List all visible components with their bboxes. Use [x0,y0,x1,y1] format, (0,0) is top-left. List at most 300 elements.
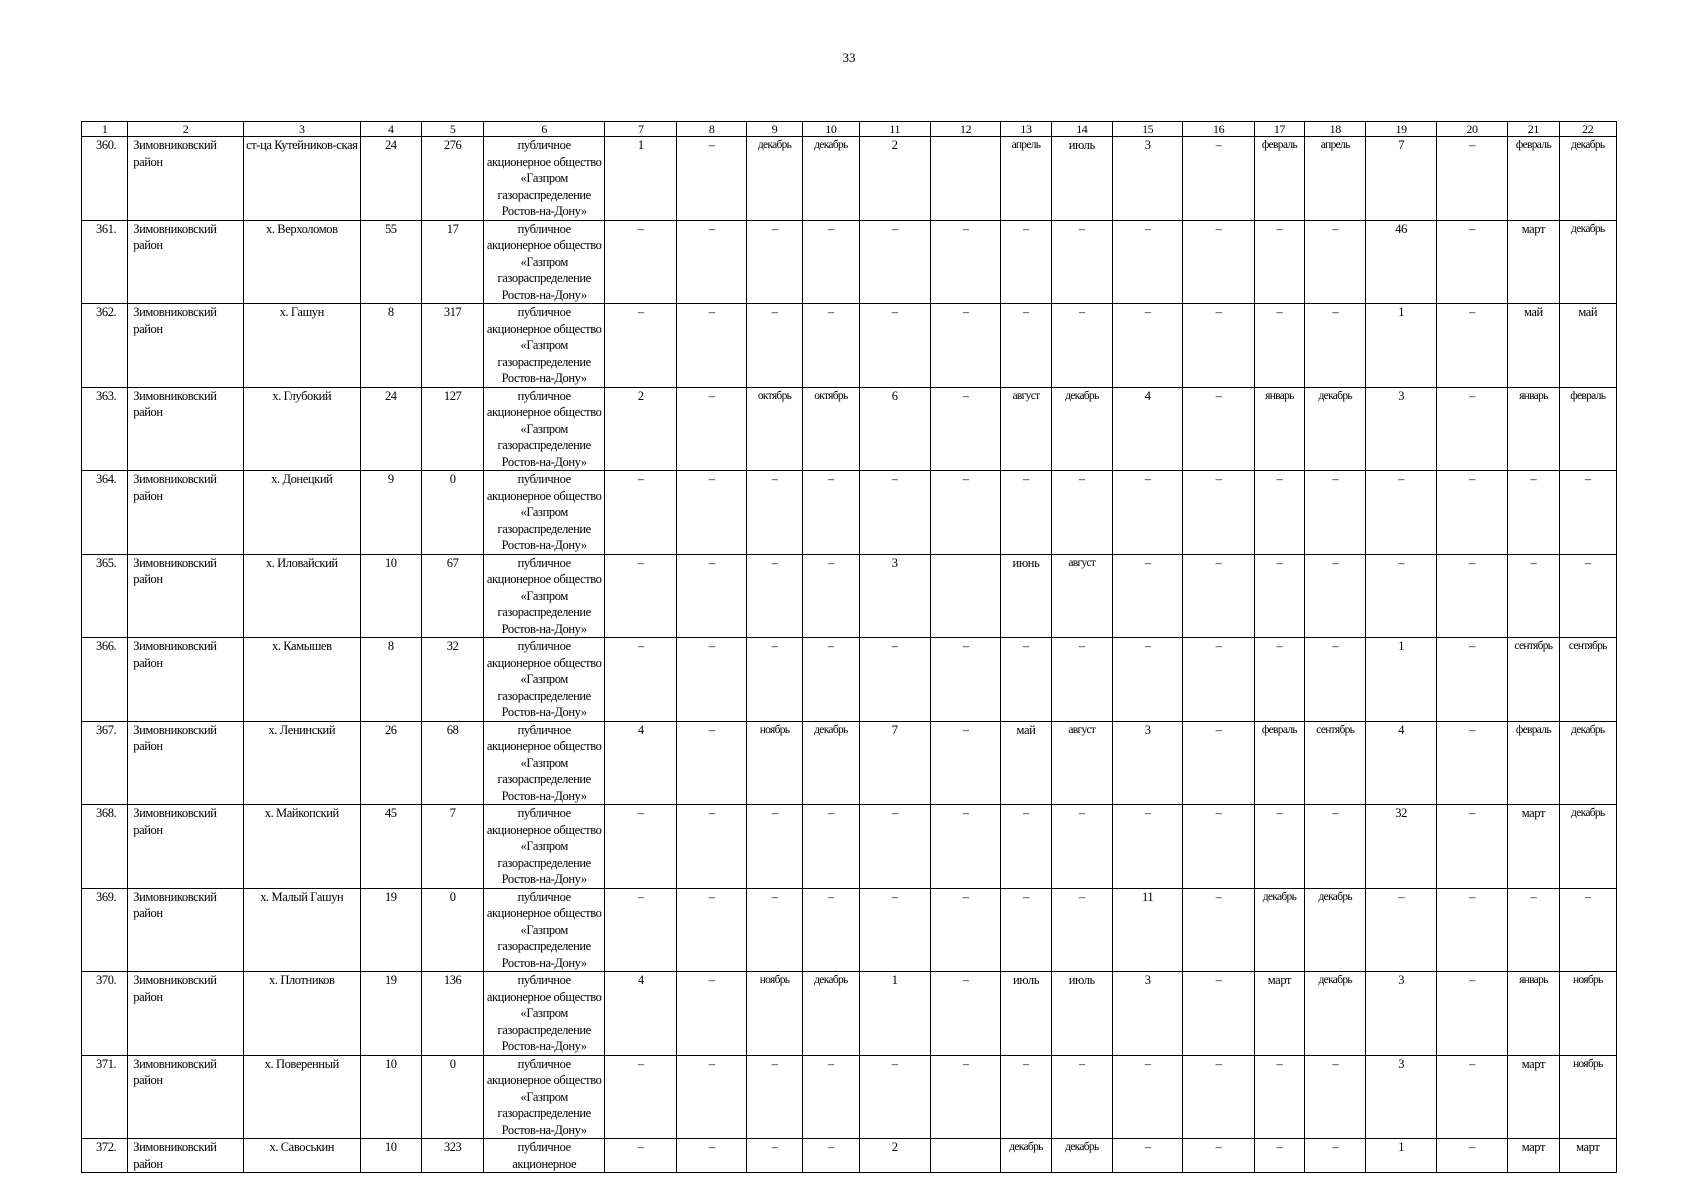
table-cell: – [859,471,930,555]
page-number: 33 [842,50,856,65]
table-cell: февраль [1559,387,1616,471]
table-cell: – [1183,805,1254,889]
table-cell: – [677,471,746,555]
table-cell: 0 [421,888,483,972]
table-cell: 365. [82,554,128,638]
table-cell: 136 [421,972,483,1056]
table-cell: январь [1254,387,1304,471]
table-cell: – [677,220,746,304]
table-cell: 1 [1366,1139,1436,1173]
table-cell: 370. [82,972,128,1056]
table-cell: май [1559,304,1616,388]
table-cell: Зимовниковский район [128,638,244,722]
table-cell: декабрь [803,972,859,1056]
table-cell: – [1183,972,1254,1056]
table-cell: – [605,805,677,889]
table-cell: – [605,304,677,388]
table-cell: август [1001,387,1051,471]
table-cell: 67 [421,554,483,638]
table-cell: – [1366,471,1436,555]
table-cell: 17 [421,220,483,304]
table-cell: 363. [82,387,128,471]
table-cell: – [1001,220,1051,304]
table-cell: 361. [82,220,128,304]
table-cell: публичное акционерное общество «Газпром газораспределение Ростов-на-Дону» [484,220,605,304]
table-cell: 3 [859,554,930,638]
table-cell: – [1112,471,1182,555]
table-cell: 24 [360,137,421,221]
table-row [82,638,1617,722]
table-cell: ноябрь [746,972,802,1056]
table-cell: ноябрь [746,721,802,805]
table-cell: март [1508,1139,1559,1173]
table-cell: 369. [82,888,128,972]
table-cell: публичное акционерное общество «Газпром газораспределение Ростов-на-Дону» [484,721,605,805]
table-cell: 371. [82,1055,128,1139]
table-cell: Зимовниковский район [128,471,244,555]
table-cell: х. Гашун [243,304,360,388]
column-header: 21 [1508,122,1559,137]
table-cell: – [1305,554,1366,638]
table-cell: – [1436,805,1507,889]
table-cell: – [1051,471,1112,555]
table-cell: – [1051,220,1112,304]
column-header: 11 [859,122,930,137]
table-cell: публичное акционерное общество «Газпром газораспределение Ростов-на-Дону» [484,1055,605,1139]
table-cell: – [1183,304,1254,388]
table-cell: – [1051,888,1112,972]
table-cell: – [677,1055,746,1139]
table-cell: – [677,1139,746,1173]
table-cell: – [1436,554,1507,638]
table-cell: январь [1508,387,1559,471]
table-cell: – [803,1055,859,1139]
table-cell: 7 [859,721,930,805]
table-cell: – [677,721,746,805]
table-cell: х. Савоськин [243,1139,360,1173]
table-row [82,304,1617,388]
table-cell: – [605,1139,677,1173]
table-cell: 32 [1366,805,1436,889]
column-number-row [82,122,1617,137]
table-cell: – [1183,387,1254,471]
table-cell: декабрь [1305,888,1366,972]
table-cell: х. Малый Гашун [243,888,360,972]
column-header: 22 [1559,122,1616,137]
column-header: 10 [803,122,859,137]
table-cell: 10 [360,1055,421,1139]
table-cell: публичное акционерное общество «Газпром газораспределение Ростов-на-Дону» [484,387,605,471]
table-cell: – [746,638,802,722]
table-cell: – [1112,220,1182,304]
table-cell: – [605,638,677,722]
table-cell: 4 [1366,721,1436,805]
table-cell: декабрь [1051,387,1112,471]
table-cell: – [930,888,1000,972]
column-header: 19 [1366,122,1436,137]
table-cell: декабрь [1001,1139,1051,1173]
table-cell: – [1305,1055,1366,1139]
table-cell: – [1051,1055,1112,1139]
table-cell: – [1508,554,1559,638]
table-cell: 4 [605,721,677,805]
table-cell: июль [1001,972,1051,1056]
table-cell: – [1112,805,1182,889]
table-cell: – [1508,888,1559,972]
column-header: 15 [1112,122,1182,137]
table-cell: 55 [360,220,421,304]
table-cell: – [1051,638,1112,722]
table-cell: 8 [360,638,421,722]
table-cell: – [1254,304,1304,388]
table-cell: декабрь [1305,972,1366,1056]
table-cell: – [1001,638,1051,722]
table-row [82,805,1617,889]
column-header: 16 [1183,122,1254,137]
table-cell: июль [1051,972,1112,1056]
table-cell: – [1305,1139,1366,1173]
table-cell: – [859,304,930,388]
column-header: 2 [128,122,244,137]
table-cell: апрель [1305,137,1366,221]
table-row [82,554,1617,638]
table-cell: май [1001,721,1051,805]
table-cell: – [803,805,859,889]
column-header: 14 [1051,122,1112,137]
column-header: 7 [605,122,677,137]
table-cell: декабрь [1254,888,1304,972]
table-cell: Зимовниковский район [128,972,244,1056]
table-cell: 2 [859,1139,930,1173]
column-header: 8 [677,122,746,137]
table-cell: – [1183,721,1254,805]
table-cell: 323 [421,1139,483,1173]
table-cell: 46 [1366,220,1436,304]
table-cell: 45 [360,805,421,889]
table-cell: – [930,387,1000,471]
table-cell: Зимовниковский район [128,137,244,221]
table-cell: – [1254,638,1304,722]
table-cell: декабрь [746,137,802,221]
table-cell: август [1051,721,1112,805]
table-cell: 3 [1112,137,1182,221]
table-cell: 11 [1112,888,1182,972]
table-cell: – [859,1055,930,1139]
table-cell: публичное акционерное общество «Газпром газораспределение Ростов-на-Дону» [484,888,605,972]
table-cell: – [1112,638,1182,722]
table-cell: – [605,220,677,304]
table-cell: публичное акционерное общество «Газпром газораспределение Ростов-на-Дону» [484,554,605,638]
table-cell: Зимовниковский район [128,1055,244,1139]
table-cell: – [746,1055,802,1139]
table-cell: – [605,888,677,972]
table-cell: 24 [360,387,421,471]
table-cell: 0 [421,1055,483,1139]
table-cell: публичное акционерное общество «Газпром газораспределение Ростов-на-Дону» [484,972,605,1056]
table-cell: ноябрь [1559,1055,1616,1139]
table-cell: – [677,972,746,1056]
table-cell: – [746,554,802,638]
table-cell: – [1559,888,1616,972]
table-cell: – [677,888,746,972]
table-cell: 2 [605,387,677,471]
table-cell: март [1559,1139,1616,1173]
table-cell: июль [1051,137,1112,221]
table-cell: – [930,1055,1000,1139]
table-cell: – [746,1139,802,1173]
table-cell: – [1112,1139,1182,1173]
table-cell: март [1254,972,1304,1056]
table-cell: – [1436,471,1507,555]
table-cell: – [803,471,859,555]
table-row [82,1139,1617,1173]
table-cell: х. Глубокий [243,387,360,471]
table-cell: – [1001,805,1051,889]
table-cell: – [803,304,859,388]
table-cell: 19 [360,972,421,1056]
table-row [82,137,1617,221]
table-header [82,122,1617,137]
table-cell: – [1436,888,1507,972]
table-cell: – [746,304,802,388]
table-cell: – [930,721,1000,805]
table-cell: публичное акционерное общество «Газпром газораспределение Ростов-на-Дону» [484,805,605,889]
table-cell: – [1001,304,1051,388]
table-cell: – [1559,471,1616,555]
column-header: 4 [360,122,421,137]
table-cell: 372. [82,1139,128,1173]
table-cell: 3 [1366,387,1436,471]
column-header: 6 [484,122,605,137]
table-cell: – [1051,304,1112,388]
table-cell: Зимовниковский район [128,220,244,304]
table-cell [930,554,1000,638]
table-cell: – [1254,1055,1304,1139]
table-cell: – [1436,387,1507,471]
column-header: 13 [1001,122,1051,137]
table-cell: февраль [1508,137,1559,221]
table-cell [930,137,1000,221]
table-cell: 127 [421,387,483,471]
table-row [82,888,1617,972]
table-cell: – [1051,805,1112,889]
table-cell: х. Плотников [243,972,360,1056]
table-cell: х. Донецкий [243,471,360,555]
table-cell: 10 [360,1139,421,1173]
table-cell: 276 [421,137,483,221]
table-cell: декабрь [1559,805,1616,889]
table-cell: декабрь [1559,721,1616,805]
table-cell: декабрь [803,137,859,221]
table-cell: сентябрь [1559,638,1616,722]
table-cell: – [803,638,859,722]
table-cell: – [1254,805,1304,889]
table-cell: 68 [421,721,483,805]
table-cell: – [746,220,802,304]
table-cell: х. Ленинский [243,721,360,805]
table-cell: – [930,638,1000,722]
column-header: 9 [746,122,802,137]
table-cell: 32 [421,638,483,722]
table-cell: – [1183,471,1254,555]
table-cell: – [1366,888,1436,972]
table-cell: 367. [82,721,128,805]
column-header: 5 [421,122,483,137]
table-cell: октябрь [803,387,859,471]
table-cell: март [1508,1055,1559,1139]
table-cell: – [803,1139,859,1173]
table-cell: 9 [360,471,421,555]
table-cell: 1 [605,137,677,221]
table-cell: 1 [1366,638,1436,722]
table-cell: – [930,805,1000,889]
table-cell: – [930,972,1000,1056]
table-row [82,721,1617,805]
table-cell: – [930,220,1000,304]
table-cell: декабрь [1559,220,1616,304]
table-cell: – [930,304,1000,388]
table-cell: – [1183,554,1254,638]
table-cell: 0 [421,471,483,555]
table-cell: – [1305,638,1366,722]
table-cell: сентябрь [1508,638,1559,722]
table-cell: – [1436,1139,1507,1173]
table-cell: 4 [1112,387,1182,471]
table-cell: – [1112,1055,1182,1139]
table-cell: – [1436,972,1507,1056]
table-cell: х. Камышев [243,638,360,722]
table-cell: – [605,471,677,555]
table-cell: Зимовниковский район [128,805,244,889]
table-cell: 317 [421,304,483,388]
column-header: 18 [1305,122,1366,137]
table-cell: – [1254,1139,1304,1173]
column-header: 1 [82,122,128,137]
table-cell: – [859,805,930,889]
table-cell: – [1254,554,1304,638]
table-cell: – [1183,220,1254,304]
table-cell: Зимовниковский район [128,554,244,638]
table-cell: 6 [859,387,930,471]
table-cell: – [1183,137,1254,221]
table-cell: – [1436,304,1507,388]
table-cell: – [1001,888,1051,972]
table-cell: декабрь [1559,137,1616,221]
table-cell: – [677,137,746,221]
table-cell: – [1112,554,1182,638]
table-row [82,220,1617,304]
table-row [82,471,1617,555]
table-cell: публичное акционерное общество «Газпром газораспределение Ростов-на-Дону» [484,638,605,722]
table-cell: – [1305,220,1366,304]
table-cell: 8 [360,304,421,388]
table-cell: декабрь [1051,1139,1112,1173]
table-cell: – [859,888,930,972]
table-cell: июнь [1001,554,1051,638]
table-cell: – [1305,471,1366,555]
table-cell: май [1508,304,1559,388]
table-cell: 19 [360,888,421,972]
table-cell: 3 [1366,1055,1436,1139]
table-cell: – [677,304,746,388]
table-cell: Зимовниковский район [128,387,244,471]
table-cell: 1 [1366,304,1436,388]
table-cell: март [1508,220,1559,304]
table-cell: март [1508,805,1559,889]
table-cell: декабрь [1305,387,1366,471]
table-cell: – [1183,1055,1254,1139]
table-cell: ст-ца Кутейников-ская [243,137,360,221]
table-cell: публичное акционерное общество «Газпром газораспределение Ростов-на-Дону» [484,137,605,221]
column-header: 20 [1436,122,1507,137]
table-cell: 3 [1112,972,1182,1056]
table-cell: апрель [1001,137,1051,221]
table-cell: 3 [1112,721,1182,805]
gasification-schedule-table [81,121,1617,1173]
table-cell: – [1112,304,1182,388]
table-cell: – [1305,805,1366,889]
table-cell: февраль [1254,721,1304,805]
table-cell: – [677,805,746,889]
table-cell: январь [1508,972,1559,1056]
table-cell: 368. [82,805,128,889]
table-cell: Зимовниковский район [128,304,244,388]
table-cell: – [803,554,859,638]
table-cell: Зимовниковский район [128,1139,244,1173]
table-cell: – [746,888,802,972]
table-body [82,137,1617,1173]
table-cell: – [859,220,930,304]
table-cell: – [803,888,859,972]
table-cell: – [930,471,1000,555]
column-header: 3 [243,122,360,137]
table-cell: Зимовниковский район [128,888,244,972]
table-cell: февраль [1254,137,1304,221]
table-cell: – [1183,1139,1254,1173]
table-cell: – [1436,638,1507,722]
table-cell: – [1436,220,1507,304]
table-cell: – [1305,304,1366,388]
table-cell: 26 [360,721,421,805]
table-cell: – [1001,1055,1051,1139]
table-cell: – [677,638,746,722]
table-row [82,972,1617,1056]
table-cell: х. Иловайский [243,554,360,638]
column-header: 17 [1254,122,1304,137]
table-row [82,387,1617,471]
table-cell: публичное акционерное [484,1139,605,1173]
table-cell: 360. [82,137,128,221]
table-cell: – [803,220,859,304]
table-cell: – [1436,721,1507,805]
table-cell: 362. [82,304,128,388]
table-cell: октябрь [746,387,802,471]
table-cell [930,1139,1000,1173]
table-cell: февраль [1508,721,1559,805]
table-cell: – [677,554,746,638]
table-cell: – [859,638,930,722]
table-cell: 7 [1366,137,1436,221]
table-row [82,1055,1617,1139]
table-cell: август [1051,554,1112,638]
table-cell: сентябрь [1305,721,1366,805]
table-cell: х. Поверенный [243,1055,360,1139]
table-cell: 2 [859,137,930,221]
table-cell: – [1254,220,1304,304]
column-header: 12 [930,122,1000,137]
table-cell: – [1183,888,1254,972]
table-cell: публичное акционерное общество «Газпром газораспределение Ростов-на-Дону» [484,304,605,388]
